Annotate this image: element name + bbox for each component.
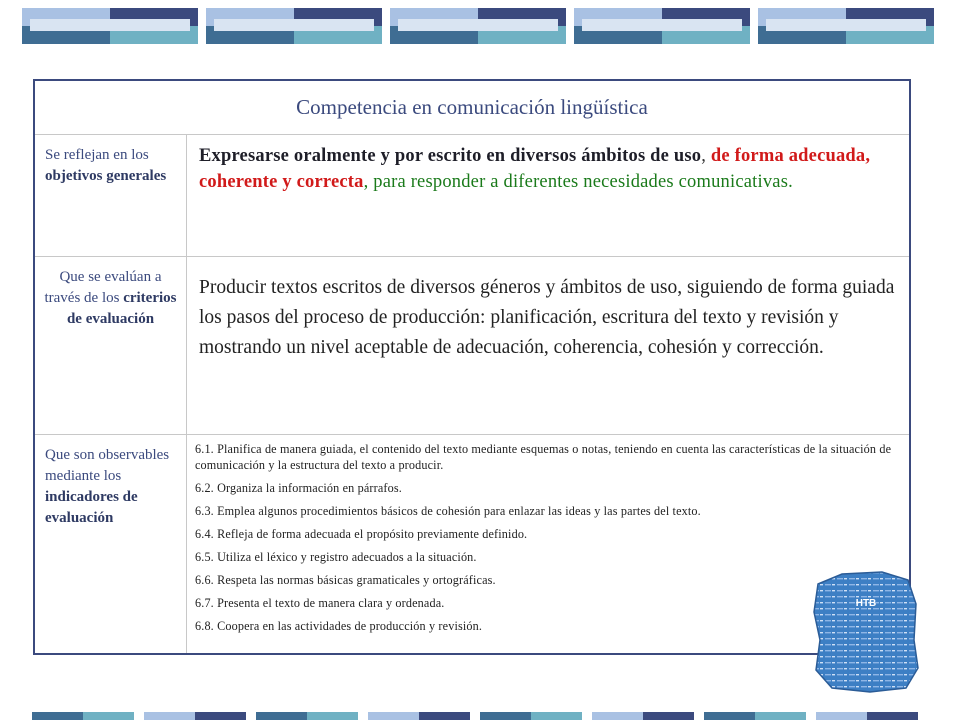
- decorative-block: [256, 712, 358, 720]
- top-decorative-band: [22, 8, 938, 44]
- objective-text: [187, 135, 909, 256]
- decorative-block: [368, 712, 470, 720]
- decorative-block: [144, 712, 246, 720]
- row-label-objectives: Se reflejan en los objetivos generales: [35, 135, 187, 256]
- logo-graphic: [812, 570, 920, 694]
- stone-tablet-icon: [812, 570, 920, 694]
- competency-table: [33, 79, 911, 655]
- decorative-block: [480, 712, 582, 720]
- logo-text: HTB: [855, 598, 877, 609]
- list-item: 6.2. Organiza la información en párrafos.: [195, 481, 402, 495]
- list-item: 6.7. Presenta el texto de manera clara y ordenada.: [195, 596, 445, 610]
- decorative-block: [574, 8, 750, 44]
- decorative-block: [758, 8, 934, 44]
- bottom-decorative-band: [32, 712, 938, 720]
- criterion-text: Producir textos escritos de diversos géneros y ámbitos de uso, siguiendo de forma guiada los pasos del proceso de producción: planificación, escritura del texto y revisión y mostrando un nivel aceptable de adecuación, coherencia, cohesión y corrección.: [199, 277, 895, 358]
- indicators-list: [187, 435, 909, 653]
- objective-part-comma: ,: [701, 146, 711, 166]
- decorative-block: [816, 712, 918, 720]
- list-item: 6.5. Utiliza el léxico y registro adecuados a la situación.: [195, 550, 477, 564]
- objective-part-main: Expresarse oralmente y por escrito en diversos ámbitos de uso: [199, 146, 702, 166]
- decorative-block: [206, 8, 382, 44]
- row-label-indicators: Que son observables mediante los indicadores de evaluación: [35, 435, 187, 653]
- list-item: 6.8. Coopera en las actividades de producción y revisión.: [195, 619, 483, 633]
- decorative-block: [22, 8, 198, 44]
- decorative-block: [592, 712, 694, 720]
- objective-part-purpose: , para responder a diferentes necesidades comunicativas.: [363, 172, 793, 192]
- table-row-criteria: [35, 257, 909, 435]
- table-row-indicators: [35, 435, 909, 653]
- row-label-criteria: Que se evalúan a través de los criterios de evaluación: [35, 257, 187, 434]
- list-item: 6.6. Respeta las normas básicas gramaticales y ortográficas.: [195, 573, 496, 587]
- table-row-objectives: [35, 135, 909, 257]
- decorative-block: [390, 8, 566, 44]
- list-item: 6.4. Refleja de forma adecuada el propósito previamente definido.: [195, 527, 528, 541]
- decorative-block: [704, 712, 806, 720]
- objective-part-highlight: de forma adecuada, coherente y correcta: [199, 146, 871, 192]
- list-item: 6.1. Planifica de manera guiada, el contenido del texto mediante esquemas o notas, teniendo en cuenta las características de la situación de comunicación y la estructura del texto a producir.: [195, 442, 892, 472]
- decorative-block: [32, 712, 134, 720]
- list-item: 6.3. Emplea algunos procedimientos básicos de cohesión para enlazar las ideas y las partes del texto.: [195, 504, 701, 518]
- table-title: Competencia en comunicación lingüística: [35, 81, 909, 135]
